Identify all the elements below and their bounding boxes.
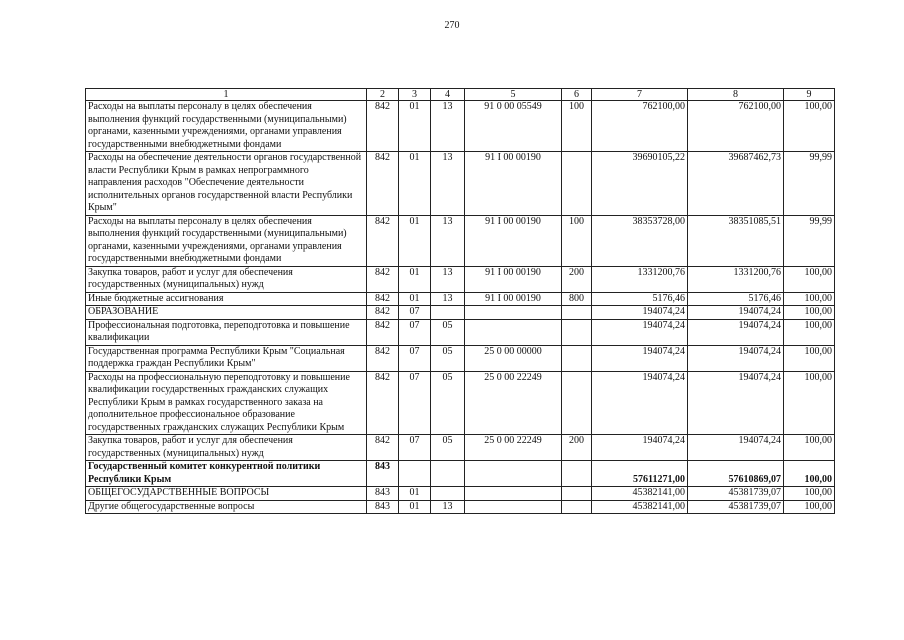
table-row: [86, 435, 835, 461]
page-number: 270: [444, 20, 460, 31]
row-percent-cell: 100,00: [784, 292, 835, 306]
table-row: [86, 292, 835, 306]
row-section-cell: 01: [399, 215, 431, 266]
header-cell: 1: [86, 89, 367, 101]
row-expense-type-cell: 800: [562, 292, 592, 306]
row-target-article-cell: 91 0 00 05549: [465, 101, 562, 152]
row-code-cell: 842: [367, 152, 399, 216]
row-name-cell: Расходы на выплаты персоналу в целях обеспечения выполнения функций государственными (муниципальными) органами, казенными учреждениями, органами управления государственными внебюджетными фондами: [86, 101, 367, 152]
row-executed-cell: 39687462,73: [688, 152, 784, 216]
row-subsection-cell: [431, 306, 465, 320]
row-subsection-cell: 13: [431, 292, 465, 306]
row-planned-cell: 1331200,76: [592, 266, 688, 292]
row-code-cell: 842: [367, 306, 399, 320]
row-code-cell: 842: [367, 101, 399, 152]
row-name-cell: ОБЩЕГОСУДАРСТВЕННЫЕ ВОПРОСЫ: [86, 487, 367, 501]
row-section-cell: 01: [399, 487, 431, 501]
row-code-cell: 842: [367, 435, 399, 461]
row-target-article-cell: 25 0 00 22249: [465, 371, 562, 435]
row-code-cell: 843: [367, 487, 399, 501]
row-section-cell: 01: [399, 500, 431, 514]
row-percent-cell: 100,00: [784, 371, 835, 435]
row-name-cell: Государственная программа Республики Крым "Социальная поддержка граждан Республики Крым": [86, 345, 367, 371]
row-planned-cell: 194074,24: [592, 371, 688, 435]
row-code-cell: 842: [367, 371, 399, 435]
row-name-cell: Государственный комитет конкурентной политики Республики Крым: [86, 461, 367, 487]
row-target-article-cell: [465, 306, 562, 320]
row-percent-cell: 100,00: [784, 306, 835, 320]
table-row: [86, 101, 835, 152]
row-planned-cell: 57611271,00: [592, 461, 688, 487]
row-expense-type-cell: [562, 371, 592, 435]
row-percent-cell: 100,00: [784, 319, 835, 345]
row-planned-cell: 45382141,00: [592, 500, 688, 514]
row-code-cell: 842: [367, 319, 399, 345]
row-subsection-cell: 13: [431, 500, 465, 514]
row-expense-type-cell: 200: [562, 266, 592, 292]
row-executed-cell: 38351085,51: [688, 215, 784, 266]
header-cell: 2: [367, 89, 399, 101]
header-cell: 8: [688, 89, 784, 101]
row-planned-cell: 194074,24: [592, 319, 688, 345]
row-name-cell: Закупка товаров, работ и услуг для обеспечения государственных (муниципальных) нужд: [86, 435, 367, 461]
row-percent-cell: 100,00: [784, 101, 835, 152]
row-code-cell: 842: [367, 266, 399, 292]
row-section-cell: 01: [399, 101, 431, 152]
row-target-article-cell: 91 I 00 00190: [465, 292, 562, 306]
row-subsection-cell: [431, 461, 465, 487]
row-executed-cell: 762100,00: [688, 101, 784, 152]
row-section-cell: 07: [399, 306, 431, 320]
row-planned-cell: 194074,24: [592, 435, 688, 461]
row-section-cell: 07: [399, 371, 431, 435]
row-expense-type-cell: [562, 152, 592, 216]
row-name-cell: Иные бюджетные ассигнования: [86, 292, 367, 306]
row-subsection-cell: 13: [431, 215, 465, 266]
table-row: [86, 306, 835, 320]
table-row: [86, 152, 835, 216]
row-expense-type-cell: [562, 319, 592, 345]
table-header-row: [86, 89, 835, 101]
header-cell: 4: [431, 89, 465, 101]
row-percent-cell: 99,99: [784, 152, 835, 216]
row-expense-type-cell: [562, 345, 592, 371]
row-name-cell: ОБРАЗОВАНИЕ: [86, 306, 367, 320]
header-cell: 7: [592, 89, 688, 101]
row-name-cell: Закупка товаров, работ и услуг для обеспечения государственных (муниципальных) нужд: [86, 266, 367, 292]
row-code-cell: 842: [367, 292, 399, 306]
row-section-cell: 07: [399, 345, 431, 371]
row-planned-cell: 5176,46: [592, 292, 688, 306]
row-percent-cell: 100,00: [784, 461, 835, 487]
row-planned-cell: 38353728,00: [592, 215, 688, 266]
row-target-article-cell: [465, 319, 562, 345]
row-target-article-cell: 91 I 00 00190: [465, 152, 562, 216]
row-section-cell: [399, 461, 431, 487]
row-subsection-cell: 13: [431, 266, 465, 292]
row-target-article-cell: 25 0 00 22249: [465, 435, 562, 461]
row-subsection-cell: [431, 487, 465, 501]
row-subsection-cell: 05: [431, 319, 465, 345]
table-row: [86, 319, 835, 345]
row-section-cell: 01: [399, 152, 431, 216]
row-planned-cell: 45382141,00: [592, 487, 688, 501]
row-target-article-cell: 91 I 00 00190: [465, 266, 562, 292]
row-percent-cell: 99,99: [784, 215, 835, 266]
row-planned-cell: 762100,00: [592, 101, 688, 152]
row-planned-cell: 39690105,22: [592, 152, 688, 216]
table-row: [86, 487, 835, 501]
row-executed-cell: 45381739,07: [688, 487, 784, 501]
row-expense-type-cell: [562, 487, 592, 501]
header-cell: 5: [465, 89, 562, 101]
row-name-cell: Расходы на выплаты персоналу в целях обеспечения выполнения функций государственными (муниципальными) органами, казенными учреждениями, органами управления государственными внебюджетными фондами: [86, 215, 367, 266]
header-cell: 6: [562, 89, 592, 101]
table-row: [86, 371, 835, 435]
table-row: [86, 266, 835, 292]
row-name-cell: Другие общегосударственные вопросы: [86, 500, 367, 514]
row-planned-cell: 194074,24: [592, 345, 688, 371]
row-subsection-cell: 05: [431, 345, 465, 371]
row-expense-type-cell: [562, 461, 592, 487]
row-name-cell: Расходы на профессиональную переподготовку и повышение квалификации государственных гражданских служащих Республики Крым в рамках государственного заказа на дополнительное профессиональное образование государственных гражданских служащих Республики Крым: [86, 371, 367, 435]
row-executed-cell: 45381739,07: [688, 500, 784, 514]
table-body: [86, 101, 835, 514]
row-executed-cell: 57610869,07: [688, 461, 784, 487]
row-expense-type-cell: 100: [562, 101, 592, 152]
row-section-cell: 07: [399, 319, 431, 345]
row-expense-type-cell: 200: [562, 435, 592, 461]
row-code-cell: 842: [367, 215, 399, 266]
row-subsection-cell: 05: [431, 371, 465, 435]
row-percent-cell: 100,00: [784, 345, 835, 371]
table-row: [86, 345, 835, 371]
row-target-article-cell: 91 I 00 00190: [465, 215, 562, 266]
row-executed-cell: 194074,24: [688, 345, 784, 371]
row-percent-cell: 100,00: [784, 487, 835, 501]
row-expense-type-cell: [562, 306, 592, 320]
row-section-cell: 01: [399, 292, 431, 306]
table-row: [86, 500, 835, 514]
row-name-cell: Расходы на обеспечение деятельности органов государственной власти Республики Крым в рамках непрограммного направления расходов "Обеспечение деятельности исполнительных органов государственной власти Республики Крым": [86, 152, 367, 216]
row-subsection-cell: 05: [431, 435, 465, 461]
table-row: [86, 461, 835, 487]
row-percent-cell: 100,00: [784, 435, 835, 461]
budget-table: [85, 88, 835, 514]
row-code-cell: 843: [367, 461, 399, 487]
row-percent-cell: 100,00: [784, 266, 835, 292]
row-planned-cell: 194074,24: [592, 306, 688, 320]
row-target-article-cell: [465, 461, 562, 487]
row-expense-type-cell: [562, 500, 592, 514]
row-target-article-cell: [465, 487, 562, 501]
row-section-cell: 01: [399, 266, 431, 292]
row-code-cell: 843: [367, 500, 399, 514]
row-percent-cell: 100,00: [784, 500, 835, 514]
row-section-cell: 07: [399, 435, 431, 461]
row-executed-cell: 194074,24: [688, 371, 784, 435]
row-executed-cell: 194074,24: [688, 306, 784, 320]
row-executed-cell: 5176,46: [688, 292, 784, 306]
row-executed-cell: 194074,24: [688, 435, 784, 461]
row-executed-cell: 194074,24: [688, 319, 784, 345]
row-executed-cell: 1331200,76: [688, 266, 784, 292]
header-cell: 9: [784, 89, 835, 101]
row-target-article-cell: [465, 500, 562, 514]
header-cell: 3: [399, 89, 431, 101]
row-code-cell: 842: [367, 345, 399, 371]
row-expense-type-cell: 100: [562, 215, 592, 266]
row-target-article-cell: 25 0 00 00000: [465, 345, 562, 371]
row-name-cell: Профессиональная подготовка, переподготовка и повышение квалификации: [86, 319, 367, 345]
row-subsection-cell: 13: [431, 152, 465, 216]
row-subsection-cell: 13: [431, 101, 465, 152]
table-row: [86, 215, 835, 266]
